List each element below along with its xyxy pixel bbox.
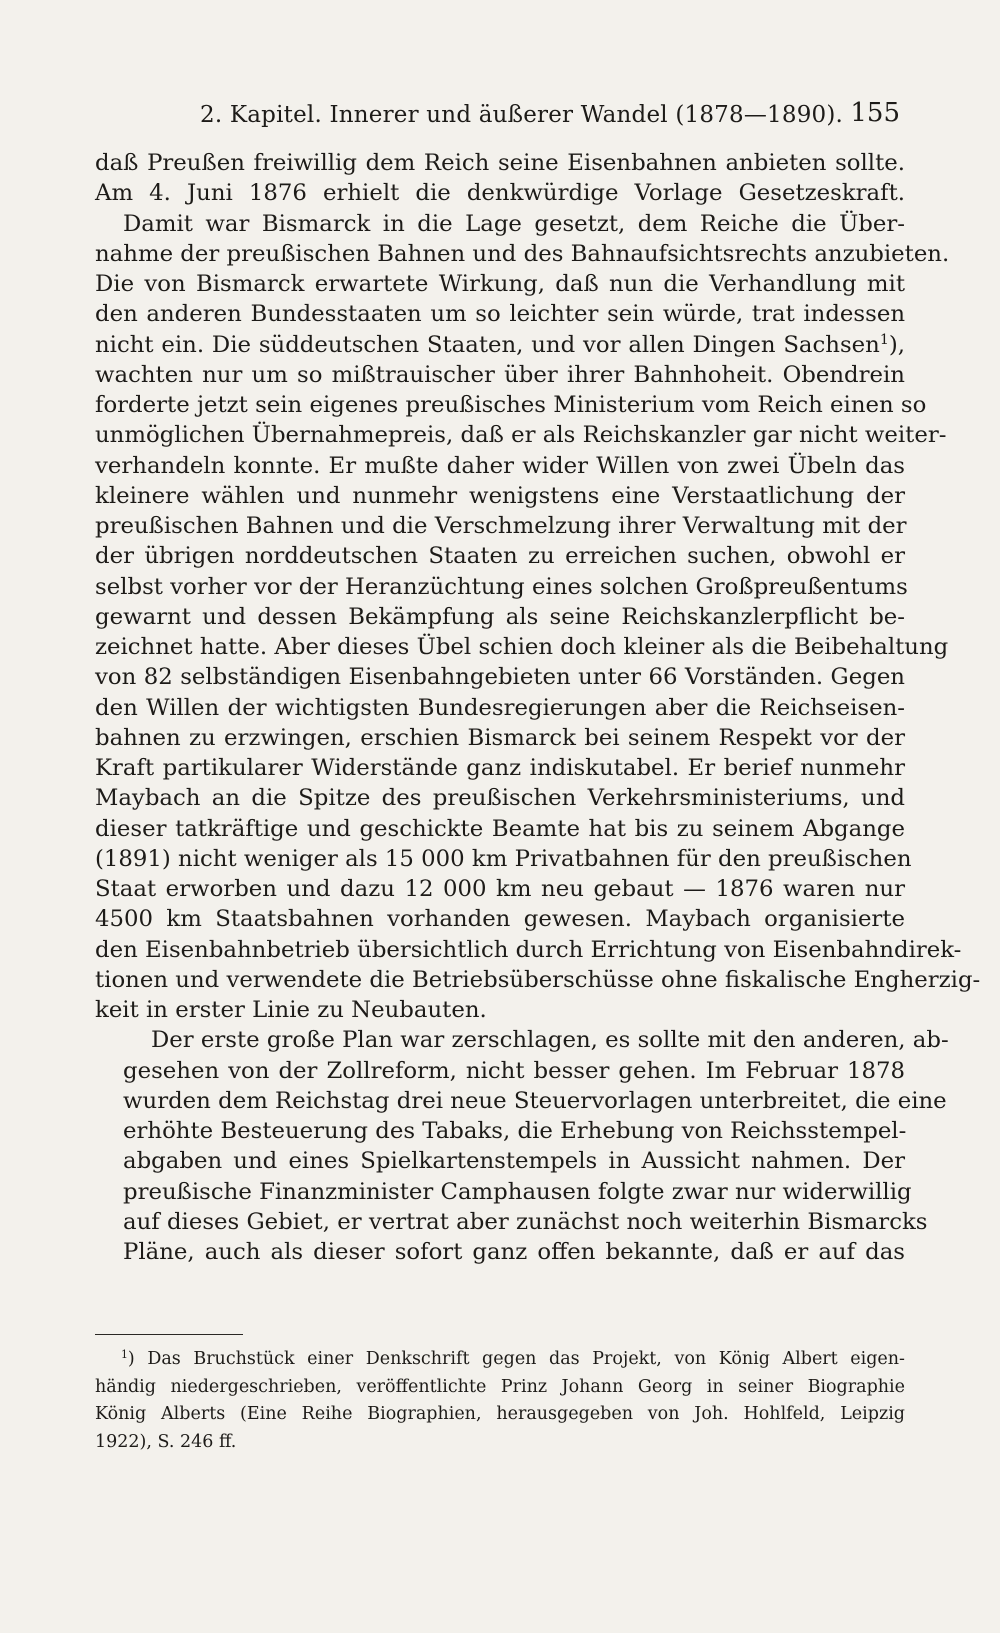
text-line: wurden dem Reichstag drei neue Steuervorlagen unterbreitet, die eine — [123, 1087, 947, 1114]
text-line: daß Preußen freiwillig dem Reich seine Eisenbahnen anbieten sollte. — [95, 150, 905, 176]
text-line: preußischen Bahnen und die Verschmelzung ihrer Verwaltung mit der — [95, 513, 907, 539]
running-head — [200, 98, 900, 134]
text-line: 4500 km Staatsbahnen vorhanden gewesen. Maybach organisierte — [95, 906, 905, 933]
text-line: verhandeln konnte. Er mußte daher wider Willen von zwei Übeln das — [95, 452, 905, 479]
paragraph-2 — [95, 1025, 949, 1267]
text-line: Kraft partikularer Widerstände ganz indiskutabel. Er berief nunmehr — [95, 755, 905, 781]
text-line: nahme der preußischen Bahnen und des Bahnaufsichtsrechts anzubieten. — [95, 240, 950, 267]
footnote-reference-suffix: ), — [888, 331, 905, 358]
text-line: den Eisenbahnbetrieb übersichtlich durch Errichtung von Eisenbahndirek- — [95, 936, 962, 963]
footnote-line: 1922), S. 246 ff. — [95, 1431, 237, 1452]
text-line: (1891) nicht weniger als 15 000 km Privatbahnen für den preußischen — [95, 845, 912, 872]
text-line: tionen und verwendete die Betriebsüberschüsse ohne fiskalische Engherzig- — [95, 966, 981, 993]
text-line: selbst vorher vor der Heranzüchtung eines solchen Großpreußentums — [95, 573, 908, 600]
text-line: Damit war Bismarck in die Lage gesetzt, dem Reiche die Über- — [123, 210, 905, 237]
text-line: gesehen von der Zollreform, nicht besser gehen. Im Februar 1878 — [123, 1057, 905, 1084]
text-line: Am 4. Juni 1876 erhielt die denkwürdige Vorlage Gesetzeskraft. — [95, 180, 905, 207]
footnote-reference[interactable]: 1 — [879, 331, 889, 348]
paragraph-1 — [95, 148, 981, 1025]
body-text — [95, 148, 981, 1267]
text-line: wachten nur um so mißtrauischer über ihrer Bahnhoheit. Obendrein — [95, 361, 905, 388]
footnote-line-with-marker — [95, 1346, 905, 1374]
text-line: den Willen der wichtigsten Bundesregierungen aber die Reichseisen- — [95, 694, 905, 721]
footnote-line: König Alberts (Eine Reihe Biographien, herausgegeben von Joh. Hohlfeld, Leipzig — [95, 1404, 905, 1424]
text-line: gewarnt und dessen Bekämpfung als seine Reichskanzlerpflicht be- — [95, 603, 905, 630]
text-line: Pläne, auch als dieser sofort ganz offen bekannte, daß er auf das — [123, 1239, 905, 1265]
footnote-divider — [95, 1334, 243, 1335]
text-line: der übrigen norddeutschen Staaten zu erreichen suchen, obwohl er — [95, 543, 905, 570]
text-line: bahnen zu erzwingen, erschien Bismarck bei seinem Respekt vor der — [95, 724, 905, 751]
text-line: den anderen Bundesstaaten um so leichter sein würde, trat indessen — [95, 301, 905, 328]
text-line: Maybach an die Spitze des preußischen Verkehrsministeriums, und — [95, 785, 905, 812]
footnote-line: Das Bruchstück einer Denkschrift gegen das Projekt, von König Albert eigen- — [147, 1349, 905, 1369]
text-line: Der erste große Plan war zerschlagen, es sollte mit den anderen, ab- — [151, 1027, 949, 1054]
text-line: nicht ein. Die süddeutschen Staaten, und vor allen Dingen Sachsen — [95, 331, 880, 358]
text-line: zeichnet hatte. Aber dieses Übel schien doch kleiner als die Beibehaltung — [95, 634, 949, 660]
text-line: Staat erworben und dazu 12 000 km neu gebaut — 1876 waren nur — [95, 876, 905, 902]
footnote-marker: 1 — [121, 1348, 128, 1362]
text-line: dieser tatkräftige und geschickte Beamte hat bis zu seinem Abgange — [95, 815, 905, 842]
text-line: preußische Finanzminister Camphausen folgte zwar nur widerwillig — [123, 1178, 912, 1205]
page-number: 155 — [850, 98, 900, 128]
text-line: unmöglichen Übernahmepreis, daß er als Reichskanzler gar nicht weiter- — [95, 422, 947, 449]
chapter-title: 2. Kapitel. Innerer und äußerer Wandel (1878—1890). — [200, 102, 844, 128]
text-line: forderte jetzt sein eigenes preußisches Ministerium vom Reich einen so — [95, 392, 927, 418]
text-line: keit in erster Linie zu Neubauten. — [95, 997, 487, 1023]
text-line: auf dieses Gebiet, er vertrat aber zunächst noch weiterhin Bismarcks — [123, 1208, 928, 1235]
text-line: Die von Bismarck erwartete Wirkung, daß nun die Verhandlung mit — [95, 271, 905, 297]
text-line: von 82 selbständigen Eisenbahngebieten unter 66 Vorständen. Gegen — [95, 664, 905, 691]
text-line: erhöhte Besteuerung des Tabaks, die Erhebung von Reichsstempel- — [123, 1118, 907, 1144]
text-line: abgaben und eines Spielkartenstempels in Aussicht nahmen. Der — [123, 1148, 905, 1175]
footnote-line: händig niedergeschrieben, veröffentlichte Prinz Johann Georg in seiner Biographie — [95, 1376, 905, 1397]
text-line-with-footnote-ref — [95, 330, 905, 360]
text-line: kleinere wählen und nunmehr wenigstens eine Verstaatlichung der — [95, 482, 905, 509]
footnote-marker-suffix: ) — [127, 1349, 135, 1369]
footnote — [95, 1346, 905, 1456]
